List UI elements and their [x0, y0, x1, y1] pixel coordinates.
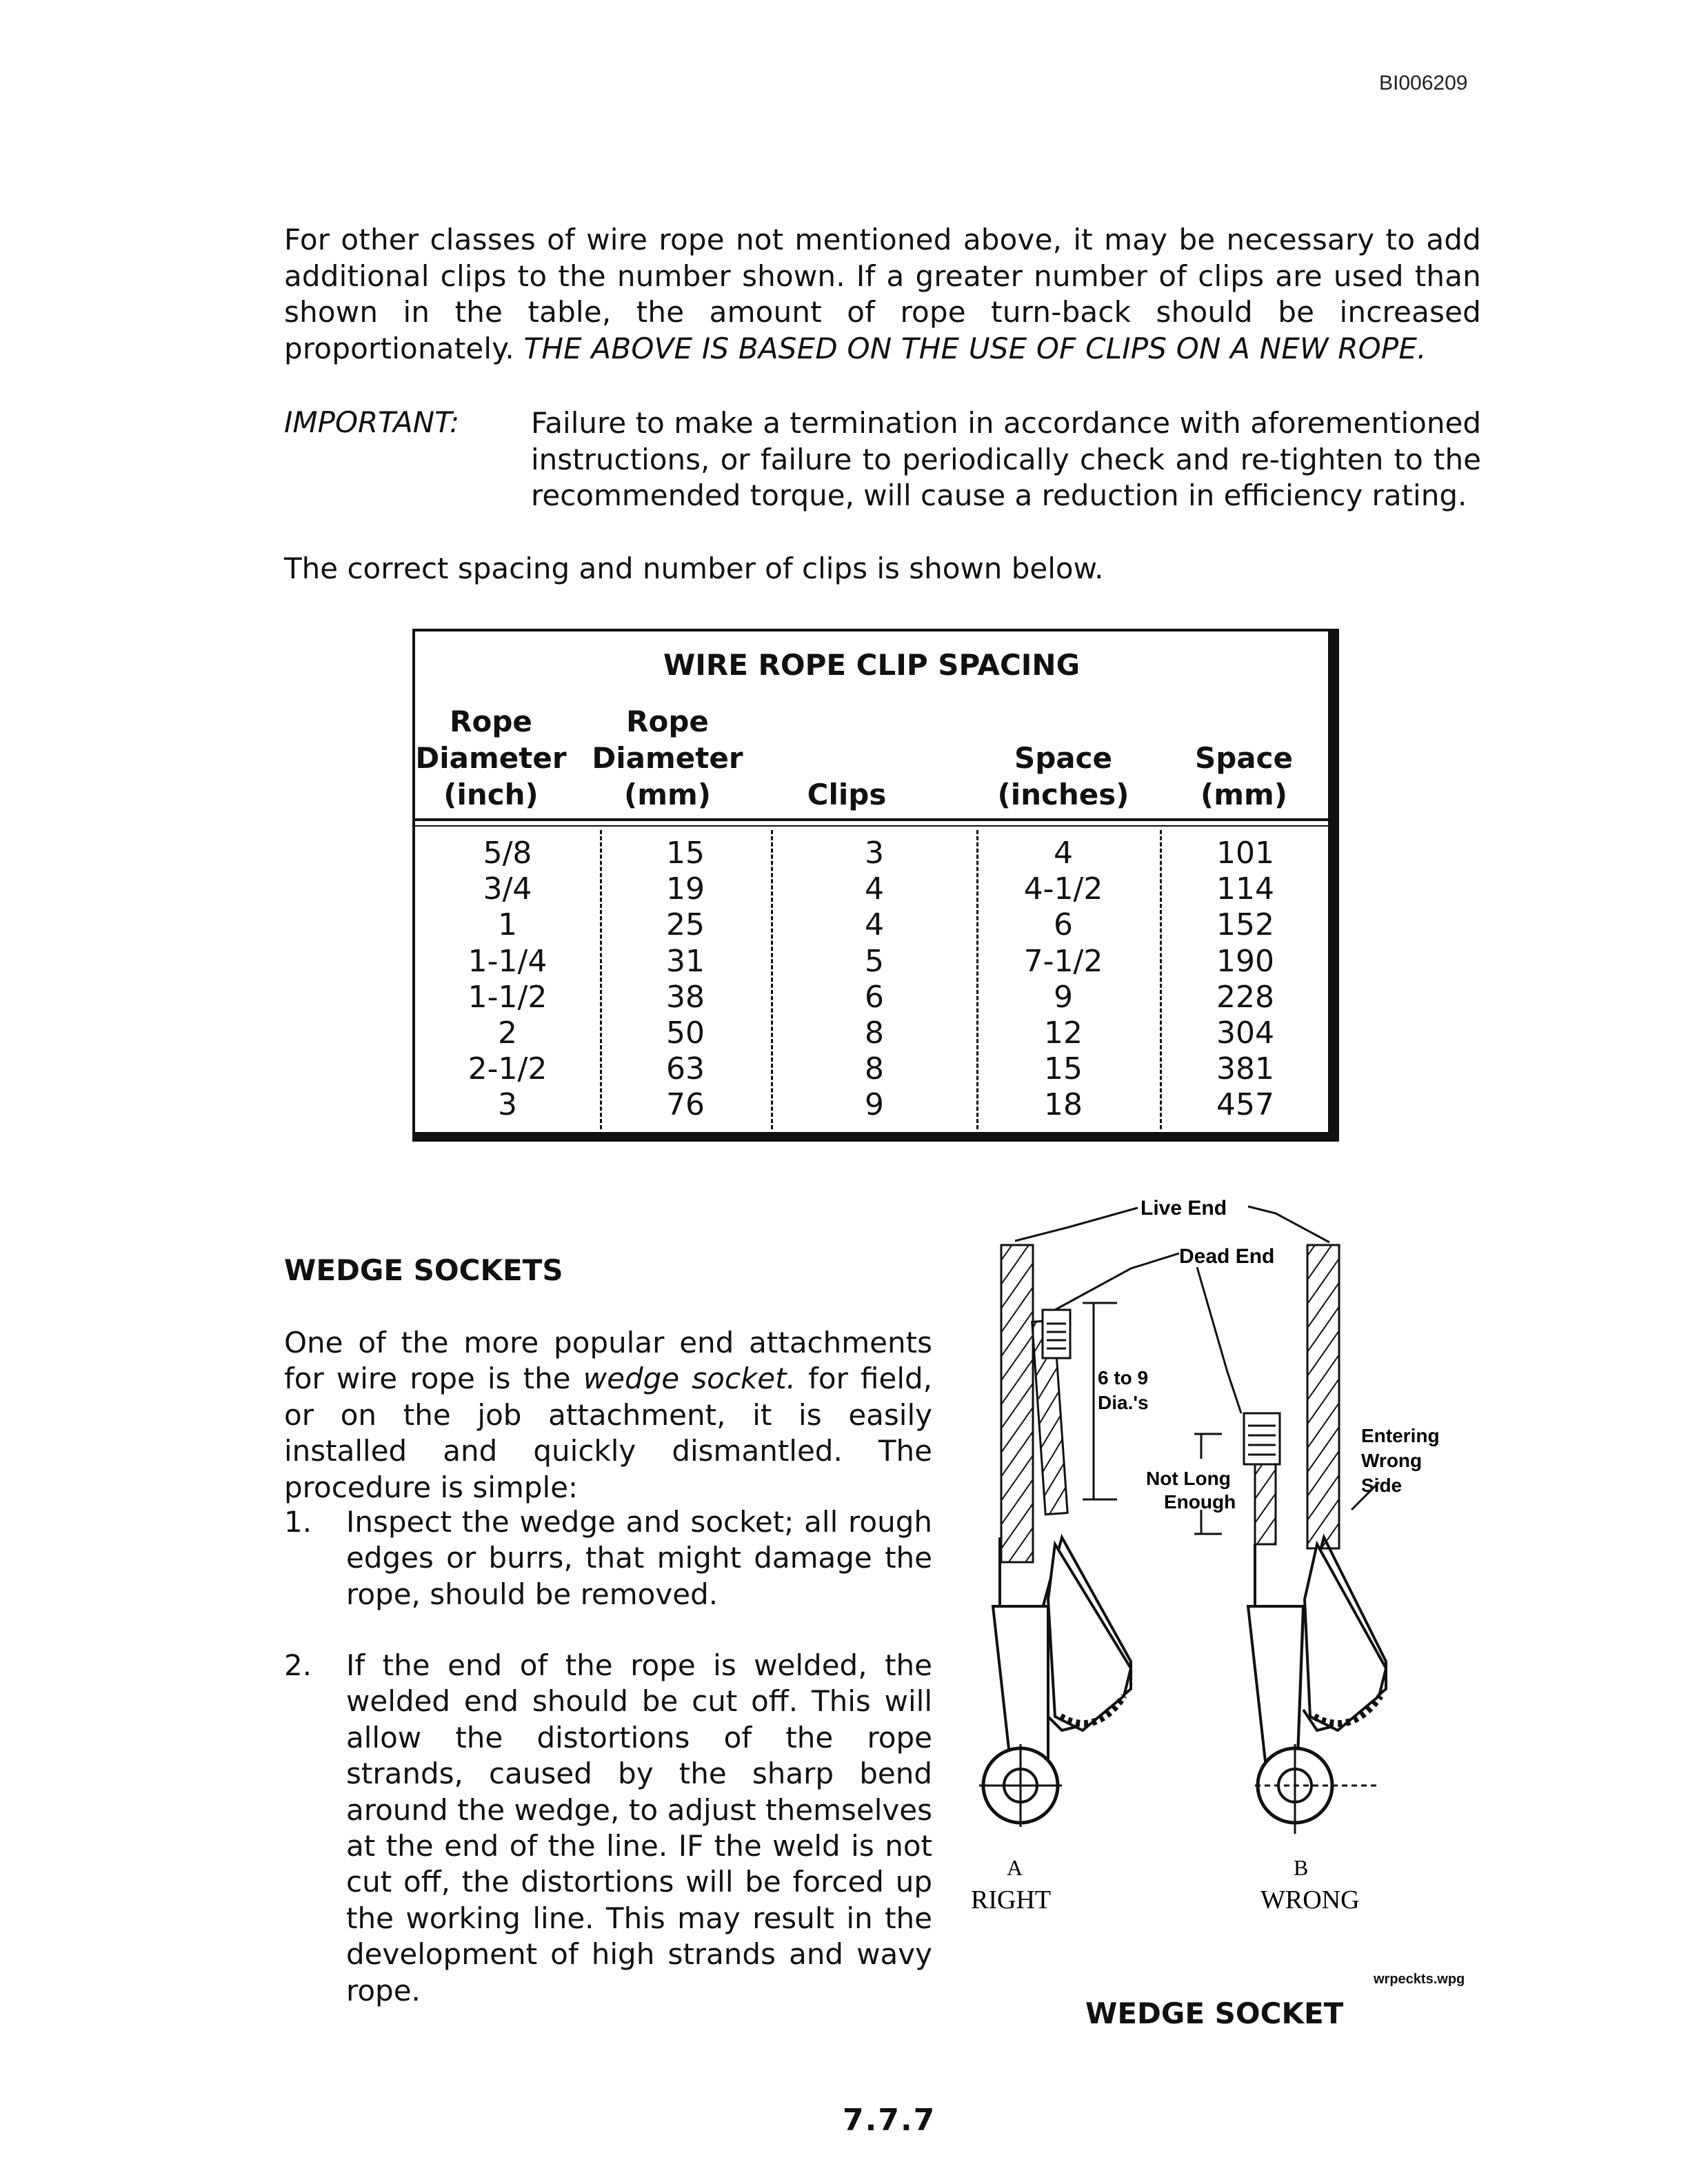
document-id: BI006209 [1379, 72, 1468, 94]
header-line: Rope [450, 705, 532, 738]
header-line: Space [1194, 741, 1294, 775]
table-cell: 3 [498, 1087, 517, 1123]
header-space-mm [1154, 740, 1334, 813]
important-label: IMPORTANT: [284, 405, 460, 439]
entering-label-line1: Entering [1361, 1425, 1440, 1446]
list-item-number: 2. [284, 1648, 312, 1682]
paragraph-text: For other classes of wire rope not mentioned above, it may be necessary to add additional clips to the number shown. If a greater number of clips are used than shown in the table, the amount of rope turn-back should be increased proportionately. [284, 223, 1481, 365]
live-end-leader-right [1248, 1206, 1329, 1242]
paragraph-emphasis: THE ABOVE IS BASED ON THE USE OF CLIPS ON A NEW ROPE. [523, 331, 1427, 365]
table-cell: 2-1/2 [468, 1051, 547, 1087]
right-assembly [979, 1245, 1131, 1827]
table-cell: 76 [666, 1087, 705, 1123]
page-number: 7.7.7 [843, 2103, 936, 2138]
header-line: (inches) [997, 778, 1129, 811]
header-line: Diameter [592, 741, 743, 775]
table-title: WIRE ROPE CLIP SPACING [663, 648, 1081, 682]
table-cell: 18 [1044, 1087, 1083, 1123]
header-line: Clips [807, 778, 887, 811]
live-end-label: Live End [1141, 1197, 1227, 1220]
header-line: Rope [626, 705, 709, 738]
header-line: (mm) [1200, 778, 1287, 811]
header-line: Space [1014, 741, 1113, 775]
wedge-intro-text: One of the more popular end attachments for wire rope is the [284, 1326, 932, 1396]
column-divider [771, 830, 773, 1129]
table-cell: 6 [1054, 907, 1073, 943]
table-cell: 19 [666, 871, 705, 907]
b-letter: B [1294, 1855, 1309, 1880]
table-cell: 114 [1216, 871, 1274, 907]
table-cell: 190 [1216, 943, 1274, 979]
live-rope [1001, 1245, 1033, 1562]
wedge-socket-figure [952, 1186, 1489, 1992]
dead-end-label: Dead End [1179, 1245, 1275, 1268]
table-cell: 9 [1054, 979, 1073, 1015]
clip-spacing-table [412, 629, 1339, 1142]
table-cell: 4-1/2 [1023, 871, 1103, 907]
table-cell: 5/8 [483, 836, 532, 871]
table-cell: 50 [666, 1015, 705, 1051]
table-cell: 1-1/2 [468, 979, 547, 1015]
table-cell: 8 [865, 1015, 884, 1051]
figure-filename: wrpeckts.wpg [1374, 1972, 1465, 1987]
header-rope-diameter-mm [578, 703, 757, 813]
live-end-leader [1015, 1208, 1138, 1241]
column-space-mm [1163, 836, 1328, 1124]
table-cell: 3/4 [483, 871, 532, 907]
dead-end-leader-wrong [1197, 1267, 1241, 1413]
header-rope-diameter-inch [401, 703, 581, 813]
table-cell: 101 [1216, 836, 1274, 871]
table-cell: 381 [1216, 1051, 1274, 1087]
table-cell: 4 [1054, 836, 1073, 871]
table-intro: The correct spacing and number of clips is shown below. [284, 552, 1104, 585]
table-cell: 457 [1216, 1087, 1274, 1123]
column-rope-diameter-mm [603, 836, 768, 1124]
table-cell: 228 [1216, 979, 1274, 1015]
header-line: (mm) [624, 778, 711, 811]
wedge-socket-diagram [952, 1186, 1489, 1992]
table-cell: 304 [1216, 1015, 1274, 1051]
table-cell: 152 [1216, 907, 1274, 943]
right-label: RIGHT [971, 1885, 1052, 1914]
table-cell: 1 [498, 907, 517, 943]
column-rope-diameter-inch [425, 836, 590, 1124]
not-long-label-line1: Not Long [1146, 1468, 1231, 1489]
a-letter: A [1007, 1855, 1023, 1880]
wedge-intro-text-after: for field, or on the job attachment, it is easily installed and quickly dismantled. The procedure is simple: [284, 1362, 933, 1504]
table-cell: 12 [1044, 1015, 1083, 1051]
header-space-inches [974, 740, 1153, 813]
wedge-sockets-heading: WEDGE SOCKETS [284, 1253, 563, 1287]
dead-end-leader [1055, 1253, 1179, 1310]
table-cell: 4 [865, 871, 884, 907]
table-cell: 9 [865, 1087, 884, 1123]
header-clips [757, 776, 936, 813]
table-cell: 15 [1044, 1051, 1083, 1087]
header-line: Diameter [415, 741, 567, 775]
column-clips [792, 836, 957, 1124]
wrong-label: WRONG [1260, 1885, 1360, 1914]
table-cell: 7-1/2 [1023, 943, 1103, 979]
list-item-text: If the end of the rope is welded, the welded end should be cut off. This will allow the distortions of the rope strands, caused by the sharp bend around the wedge, to adjust themselves at the end of the line. IF the weld is not cut off, the distortions will be forced up the working line. This may result in the development of high strands and wavy rope. [346, 1648, 932, 2008]
table-cell: 4 [865, 907, 884, 943]
table-cell: 38 [666, 979, 705, 1015]
column-divider [600, 830, 602, 1129]
column-divider [1160, 830, 1162, 1129]
table-cell: 8 [865, 1051, 884, 1087]
paragraph-additional-clips [284, 222, 1481, 367]
header-divider [415, 818, 1328, 821]
table-cell: 6 [865, 979, 884, 1015]
column-space-inches [981, 836, 1146, 1124]
list-item-text: Inspect the wedge and socket; all rough edges or burrs, that might damage the rope, should be removed. [346, 1505, 932, 1611]
table-cell: 31 [666, 943, 705, 979]
not-long-label-line2: Enough [1164, 1491, 1236, 1513]
rope-clip-wrong [1244, 1413, 1280, 1464]
table-cell: 15 [666, 836, 705, 871]
table-cell: 3 [865, 836, 884, 871]
rope-clip [1043, 1310, 1070, 1358]
column-divider [976, 830, 978, 1129]
wrong-assembly [1244, 1245, 1386, 1834]
important-text: Failure to make a termination in accordance with aforementioned instructions, or failure to periodically check and re-tighten to the recommended torque, will cause a reduction in efficiency rating. [531, 406, 1481, 513]
header-line: (inch) [443, 778, 539, 811]
table-cell: 1-1/4 [468, 943, 547, 979]
list-item-number: 1. [284, 1505, 312, 1539]
table-cell: 2 [498, 1015, 517, 1051]
table-cell: 25 [666, 907, 705, 943]
header-divider-thin [415, 825, 1328, 827]
entering-label-line3: Side [1361, 1475, 1403, 1496]
spacing-label-line2: Dia.'s [1098, 1392, 1149, 1413]
wedge-intro [284, 1325, 932, 1506]
table-cell: 63 [666, 1051, 705, 1087]
figure-caption: WEDGE SOCKET [1085, 1996, 1344, 2030]
live-rope-wrong [1307, 1245, 1339, 1548]
spacing-label-line1: 6 to 9 [1098, 1367, 1149, 1388]
entering-label-line2: Wrong [1361, 1450, 1423, 1471]
wedge-intro-italic: wedge socket. [583, 1362, 796, 1396]
table-cell: 5 [865, 943, 884, 979]
